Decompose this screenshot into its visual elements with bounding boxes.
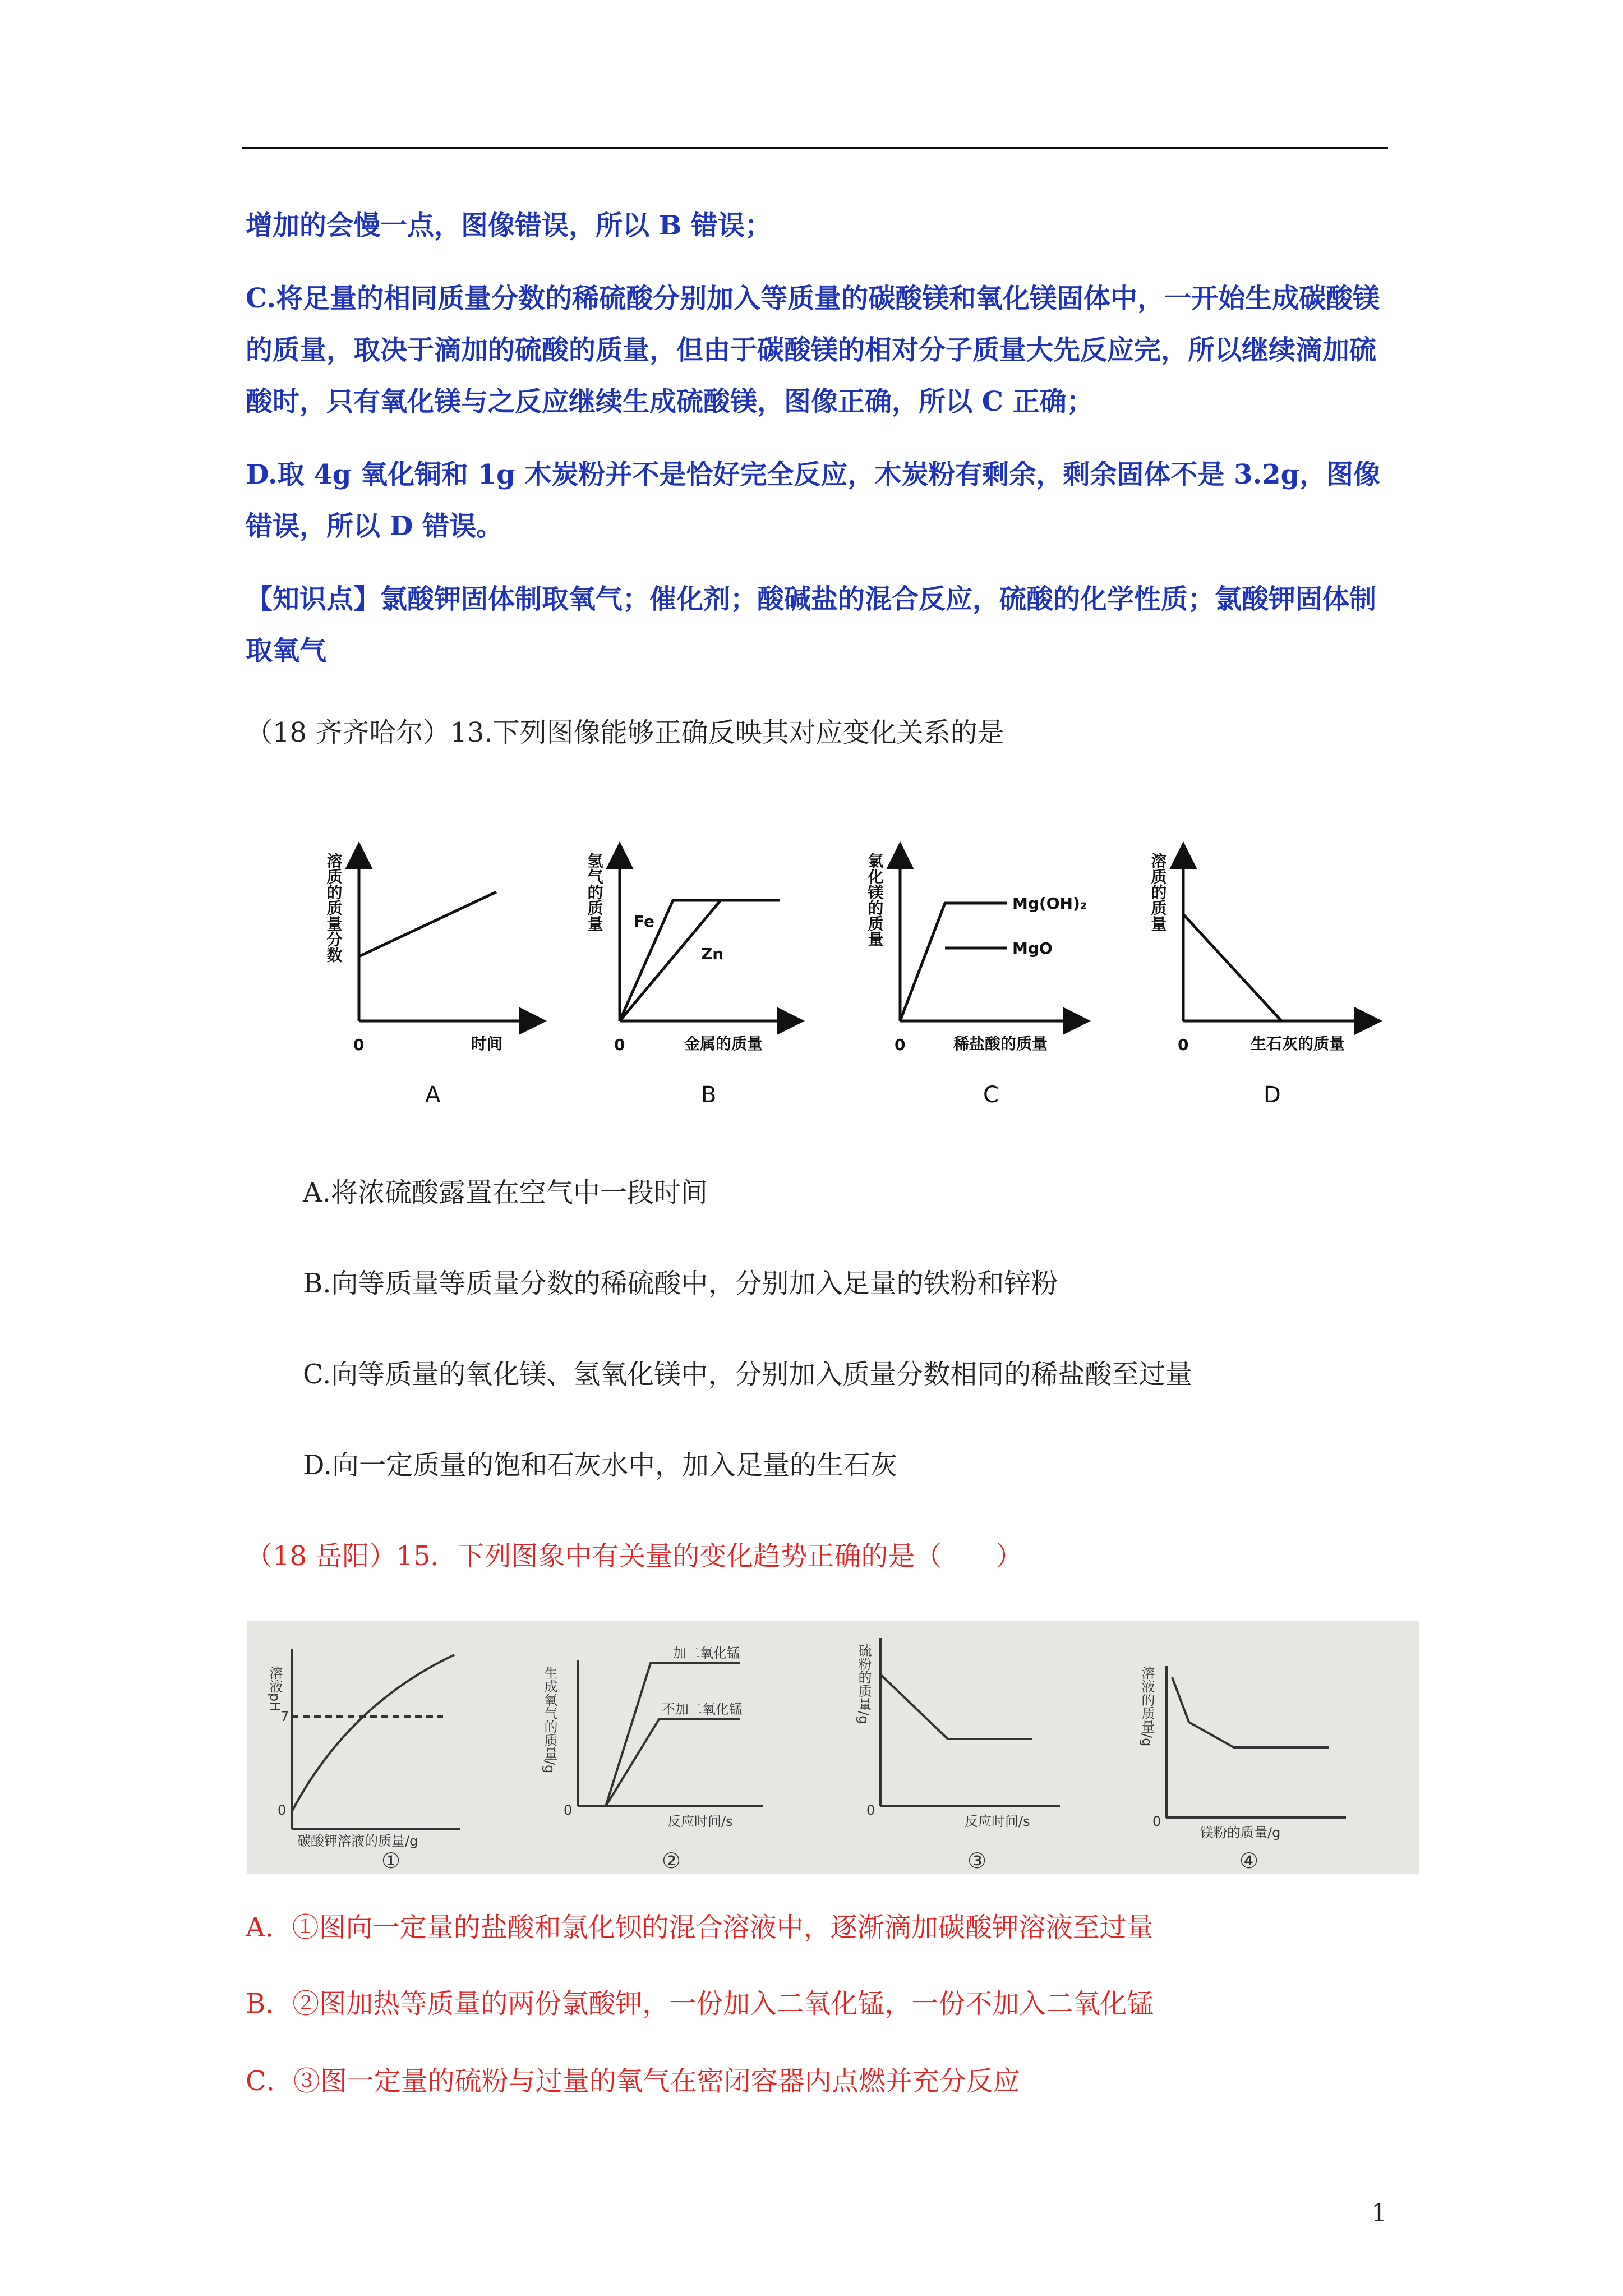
- graph-c-caption: C: [983, 1082, 999, 1108]
- graph-a-origin: 0: [353, 1036, 365, 1054]
- answer-paragraph-b: 增加的会慢一点，图像错误，所以 B 错误；: [246, 210, 772, 241]
- graph-a-line: [359, 892, 496, 956]
- graph-4-xlabel: 镁粉的质量/g: [1200, 1825, 1281, 1841]
- graph-2-mno2-label: 加二氧化锰: [673, 1645, 740, 1661]
- graph-b-xlabel: 金属的质量: [684, 1034, 763, 1053]
- graph-2-no-mno2-label: 不加二氧化锰: [662, 1701, 743, 1717]
- graph-1-tick7: 7: [280, 1709, 289, 1724]
- graph-3-ylabel: 硫粉的质量/g: [856, 1644, 872, 1724]
- option-b: B.向等质量等质量分数的稀硫酸中，分别加入足量的铁粉和锌粉: [303, 1268, 1058, 1299]
- graph-c-mgo-label: MgO: [1012, 939, 1053, 958]
- graph-3-origin: 0: [866, 1802, 875, 1818]
- graph-d-origin: 0: [1178, 1036, 1189, 1054]
- answer-paragraph-d: D.取 4g 氧化铜和 1g 木炭粉并不是恰好完全反应，木炭粉有剩余，剩余固体不是 3.2g，图像错误，所以 D 错误。: [246, 459, 1381, 542]
- graph-3-caption: ③: [967, 1848, 987, 1873]
- question-15: （18 岳阳）15．下列图象中有关量的变化趋势正确的是（ ）: [246, 1540, 1023, 1572]
- graph-4-caption: ④: [1239, 1848, 1259, 1873]
- graph-d-ylabel: 溶质的质量: [1149, 853, 1168, 931]
- reason-b: B．②图加热等质量的两份氯酸钾，一份加入二氧化锰，一份不加入二氧化锰: [246, 1988, 1154, 2019]
- knowledge-point: 【知识点】氯酸钾固体制取氧气；催化剂；酸碱盐的混合反应，硫酸的化学性质；氯酸钾固体制取氧气: [246, 583, 1377, 666]
- graph-4-ylabel: 溶液的质量/g: [1139, 1666, 1155, 1747]
- graph-2-xlabel: 反应时间/s: [667, 1814, 733, 1829]
- option-d: D.向一定质量的饱和石灰水中，加入足量的生石灰: [303, 1450, 898, 1481]
- graph-d-xlabel: 生石灰的质量: [1251, 1034, 1345, 1053]
- graph-a-ylabel: 溶质的质量分数: [324, 853, 343, 963]
- graph-c-origin: 0: [895, 1036, 906, 1054]
- graph-b-fe-label: Fe: [634, 912, 654, 931]
- graph-b-zn-label: Zn: [701, 945, 724, 963]
- graph-c-mgoh2-label: Mg(OH)₂: [1012, 894, 1087, 913]
- graph-d: [1183, 847, 1377, 1021]
- graph-3-xlabel: 反应时间/s: [965, 1814, 1030, 1829]
- reason-c: C．③图一定量的硫粉与过量的氧气在密闭容器内点燃并充分反应: [246, 2065, 1020, 2097]
- graph-d-caption: D: [1264, 1082, 1281, 1108]
- graph-c-ylabel: 氯化镁的质量: [865, 853, 884, 947]
- answer-paragraph-c: C.将足量的相同质量分数的稀硫酸分别加入等质量的碳酸镁和氧化镁固体中，一开始生成碳酸镁的质量，取决于滴加的硫酸的质量，但由于碳酸镁的相对分子质量大先反应完，所以继续滴加硫酸时，只有氧化镁与之反应继续生成硫酸镁，图像正确，所以 C 正确；: [246, 283, 1380, 417]
- graph-b-ylabel: 氢气的质量: [585, 853, 604, 931]
- graph-1-origin: 0: [278, 1802, 287, 1818]
- graph-2-ylabel: 生成氧气的质量/g: [542, 1666, 557, 1774]
- graph-a-caption: A: [425, 1082, 441, 1108]
- option-a: A.将浓硫酸露置在空气中一段时间: [303, 1177, 708, 1208]
- header-rule: [242, 147, 1388, 149]
- figure-q15: [247, 1621, 1419, 1874]
- graph-d-line: [1183, 914, 1281, 1021]
- graph-b-origin: 0: [614, 1036, 625, 1054]
- graph-c-xlabel: 稀盐酸的质量: [953, 1034, 1048, 1053]
- option-c: C.向等质量的氧化镁、氢氧化镁中，分别加入质量分数相同的稀盐酸至过量: [303, 1359, 1193, 1390]
- graph-a: [359, 847, 541, 1021]
- question-13: （18 齐齐哈尔）13.下列图像能够正确反映其对应变化关系的是: [246, 717, 1004, 748]
- reason-a: A．①图向一定量的盐酸和氯化钡的混合溶液中，逐渐滴加碳酸钾溶液至过量: [246, 1912, 1154, 1943]
- graph-2-origin: 0: [564, 1802, 573, 1818]
- graph-1-caption: ①: [381, 1848, 401, 1873]
- graph-c: [900, 847, 1085, 1021]
- graph-4-origin: 0: [1152, 1814, 1161, 1829]
- graph-b: [620, 847, 799, 1021]
- graph-c-mgoh2-line: [900, 903, 1007, 1021]
- page-number: 1: [1371, 2199, 1387, 2228]
- graph-2-caption: ②: [662, 1848, 681, 1873]
- figure-q13: [303, 797, 1419, 1111]
- graph-a-xlabel: 时间: [471, 1034, 503, 1053]
- graph-1-xlabel: 碳酸钾溶液的质量/g: [297, 1833, 418, 1849]
- graph-b-caption: B: [701, 1082, 717, 1108]
- graph-1-ylabel: 溶液pH: [267, 1666, 283, 1712]
